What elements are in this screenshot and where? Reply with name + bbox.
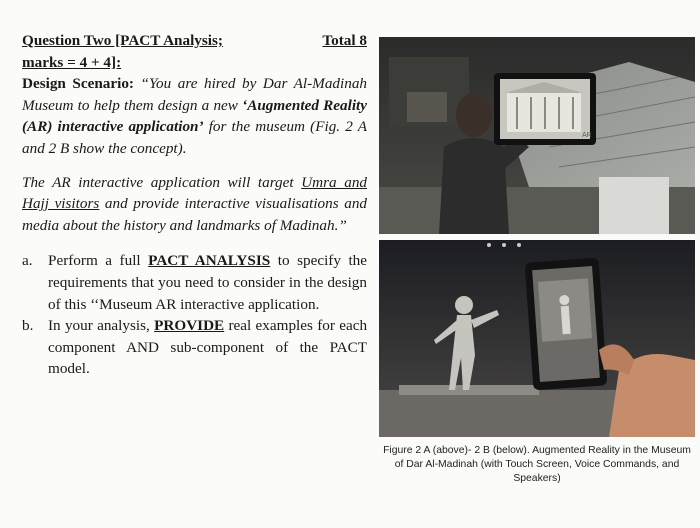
figure-2a-illustration [379,37,695,234]
question-title-marks: marks = 4 + 4]: [22,53,122,71]
task-emphasis: PROVIDE [154,317,225,335]
tablet-screen-label: AR [582,132,592,139]
task-text-pre: In your analysis, [48,317,150,335]
task-item [22,250,367,315]
question-text [22,30,367,380]
task-text [48,315,367,380]
figure-2a-photo [379,37,695,234]
task-text-post: real examples for each component AND sub-component of the PACT model. [48,317,368,378]
task-list [22,250,367,380]
target-text-b: and provide interactive visualisations and media about the history and landmarks of Madinah.” [22,195,368,234]
question-title-part1: Question Two [PACT Analysis; [22,32,223,49]
task-emphasis: PACT ANALYSIS [148,252,271,270]
question-title-part2: Total 8 [322,32,367,49]
target-audience [22,172,367,237]
target-text-a: The AR interactive application will target [22,173,294,191]
task-item [22,315,367,380]
target-visitors: Umra and Hajj visitors [22,173,368,213]
task-text-post: to specify the requirements that you need to consider in the design of this ‘‘Museum AR interactive application. [48,252,368,313]
question-title [22,30,367,73]
design-scenario [22,73,367,159]
task-marker: b. [22,317,34,335]
scenario-text-b: for the museum (Fig. 2 A and 2 B show the concept). [22,118,367,157]
scenario-app-name: ‘Augmented Reality (AR) interactive application’ [22,96,367,136]
task-text [48,250,367,315]
scenario-label: Design Scenario: [22,75,134,93]
figure-caption: Figure 2 A (above)- 2 B (below). Augmented Reality in the Museum of Dar Al-Madinah (with Touch Screen, Voice Commands, and Speakers) [383,445,691,485]
task-text-pre: Perform a full [48,252,141,270]
figure-2b-photo [379,240,695,437]
scenario-text-a: “You are hired by Dar Al-Madinah Museum to help them design a new [22,75,368,114]
figure-2b-illustration [379,240,695,437]
task-marker: a. [22,252,33,270]
